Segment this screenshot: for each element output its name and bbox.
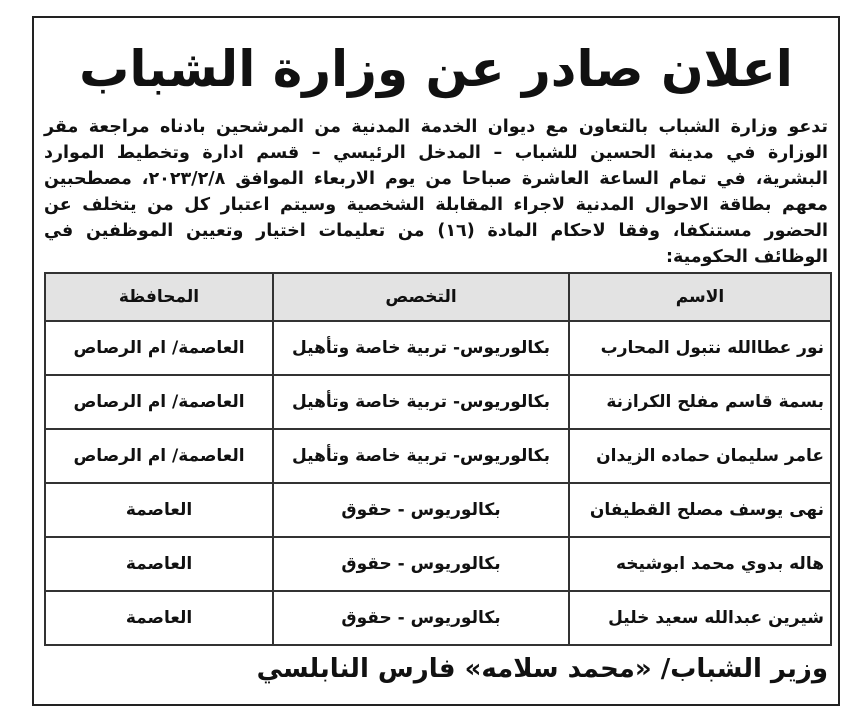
candidate-name: عامر سليمان حماده الزيدان	[569, 429, 831, 483]
minister-signature: وزير الشباب/ «محمد سلامه» فارس النابلسي	[256, 654, 828, 684]
candidate-specialty: بكالوريوس - حقوق	[273, 537, 569, 591]
candidate-governorate: العاصمة	[45, 591, 273, 645]
candidate-specialty: بكالوريوس - حقوق	[273, 483, 569, 537]
candidate-name: نور عطاالله نتبول المحارب	[569, 321, 831, 375]
table-row	[45, 537, 831, 591]
table-row	[45, 321, 831, 375]
candidate-name: بسمة قاسم مفلح الكرازنة	[569, 375, 831, 429]
candidate-governorate: العاصمة/ ام الرصاص	[45, 429, 273, 483]
column-header-specialty: التخصص	[273, 273, 569, 321]
table-row	[45, 429, 831, 483]
candidate-governorate: العاصمة/ ام الرصاص	[45, 375, 273, 429]
announcement-body: تدعو وزارة الشباب بالتعاون مع ديوان الخدمة المدنية من المرشحين بادناه مراجعة مقر الوزارة في مدينة الحسين للشباب – المدخل الرئيسي – قسم ادارة وتخطيط الموارد البشرية، في تمام الساعة العاشرة صباحا من يوم الاربعاء الموافق ٢٠٢٣/٢/٨، مصطحبين معهم بطاقة الاحوال المدنية لاجراء المقابلة الشخصية وسيتم اعتبار كل من يتخلف عن الحضور مستنكفا، وفقا لاحكام المادة (١٦) من تعليمات اختيار وتعيين الموظفين في الوظائف الحكومية:	[44, 117, 828, 267]
table-row	[45, 591, 831, 645]
column-header-governorate: المحافظة	[45, 273, 273, 321]
table-row	[45, 375, 831, 429]
candidate-specialty: بكالوريوس- تربية خاصة وتأهيل	[273, 321, 569, 375]
candidate-name: نهى يوسف مصلح القطيفان	[569, 483, 831, 537]
column-header-name: الاسم	[569, 273, 831, 321]
table-header-row	[45, 273, 831, 321]
candidate-name: شيرين عبدالله سعيد خليل	[569, 591, 831, 645]
candidate-governorate: العاصمة	[45, 537, 273, 591]
announcement-frame	[32, 16, 840, 706]
candidate-name: هاله بدوي محمد ابوشيخه	[569, 537, 831, 591]
candidate-governorate: العاصمة	[45, 483, 273, 537]
candidate-specialty: بكالوريوس- تربية خاصة وتأهيل	[273, 375, 569, 429]
candidate-governorate: العاصمة/ ام الرصاص	[45, 321, 273, 375]
candidate-specialty: بكالوريوس- تربية خاصة وتأهيل	[273, 429, 569, 483]
table-row	[45, 483, 831, 537]
candidates-table	[44, 272, 832, 646]
announcement-title: اعلان صادر عن وزارة الشباب	[79, 40, 793, 98]
candidate-specialty: بكالوريوس - حقوق	[273, 591, 569, 645]
